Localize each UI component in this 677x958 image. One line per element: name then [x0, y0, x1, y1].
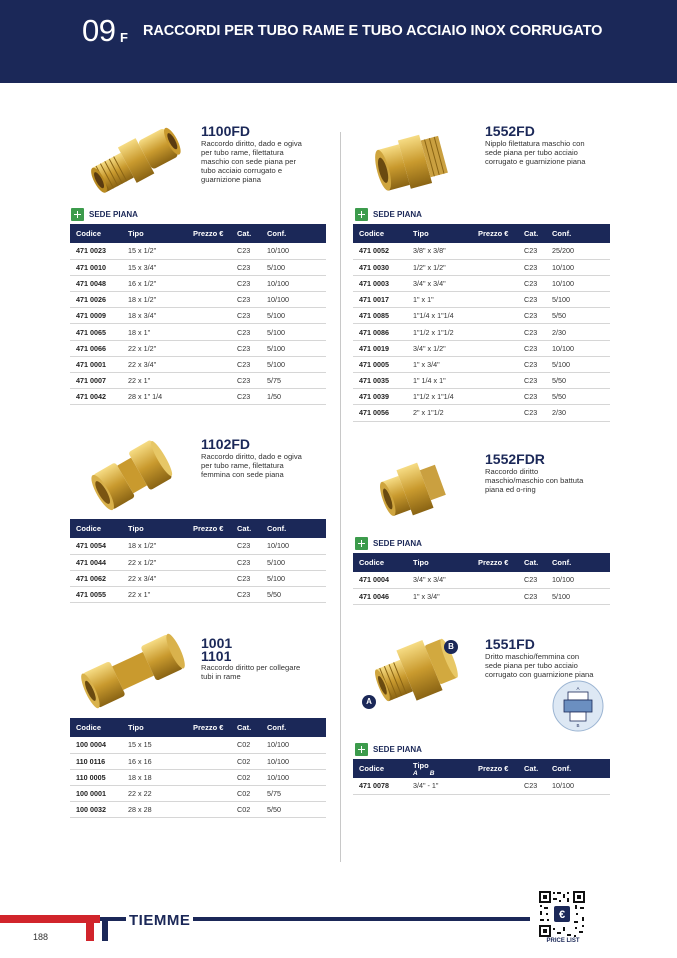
col-header-codice: Codice — [353, 553, 407, 572]
cell-prezzo — [472, 324, 518, 340]
cell-tipo: 28 x 28 — [122, 802, 187, 818]
product-code-1001: 1001 — [201, 635, 233, 651]
cell-codice: 471 0054 — [70, 538, 122, 554]
cell-conf: 5/100 — [261, 570, 326, 586]
cell-tipo: 1" 1/4 x 1" — [407, 373, 472, 389]
product-code-1102fd: 1102FD — [201, 436, 251, 452]
col-header-cat: Cat. — [231, 718, 261, 737]
cell-cat: C23 — [518, 389, 546, 405]
col-header-codice: Codice — [353, 759, 407, 778]
cell-codice: 471 0042 — [70, 389, 122, 405]
cell-tipo: 3/4" x 3/4" — [407, 275, 472, 291]
table-row — [70, 786, 326, 802]
sede-piana-label-1100fd: SEDE PIANA — [71, 207, 138, 221]
table-row — [353, 588, 610, 604]
cell-tipo: 22 x 1/2" — [122, 554, 187, 570]
cell-prezzo — [187, 292, 231, 308]
col-header-codice: Codice — [70, 224, 122, 243]
product-description-1552fd: Nipplo filettatura maschio con sede piana per tubo acciaio corrugato e guarnizione piana — [485, 139, 586, 166]
table-row — [70, 753, 326, 769]
table-row — [70, 356, 326, 372]
cell-prezzo — [472, 778, 518, 794]
cell-tipo: 22 x 1" — [122, 373, 187, 389]
cell-codice: 471 0023 — [70, 243, 122, 259]
table-row — [70, 570, 326, 586]
product-description-1100fd: Raccordo diritto, dado e ogiva per tubo rame, filettatura maschio con sede piana per tubo acciaio corrugato e guarnizione piana — [201, 139, 302, 184]
table-row — [353, 778, 610, 794]
cell-prezzo — [472, 572, 518, 588]
col-header-conf: Conf. — [261, 519, 326, 538]
cell-cat: C23 — [518, 324, 546, 340]
cell-codice: 471 0005 — [353, 356, 407, 372]
cell-prezzo — [187, 802, 231, 818]
plus-icon — [355, 537, 368, 550]
badge-b: B — [444, 640, 458, 654]
table-row — [353, 308, 610, 324]
cell-cat: C23 — [231, 275, 261, 291]
cell-tipo: 16 x 1/2" — [122, 275, 187, 291]
footer-navy-hook — [102, 917, 108, 941]
price-table-1552fdr — [353, 553, 610, 605]
cell-cat: C02 — [231, 737, 261, 753]
table-row — [70, 292, 326, 308]
col-header-codice: Codice — [70, 519, 122, 538]
cell-prezzo — [187, 587, 231, 603]
product-description-1102fd: Raccordo diritto, dado e ogiva per tubo rame, filettatura femmina con sede piana — [201, 452, 302, 479]
cell-prezzo — [472, 243, 518, 259]
table-row — [70, 324, 326, 340]
cell-codice: 100 0004 — [70, 737, 122, 753]
cell-tipo: 15 x 3/4" — [122, 259, 187, 275]
cell-codice: 110 0005 — [70, 769, 122, 785]
cell-codice: 471 0019 — [353, 340, 407, 356]
cell-tipo: 22 x 1" — [122, 587, 187, 603]
table-row — [70, 340, 326, 356]
cell-conf: 10/100 — [261, 769, 326, 785]
cell-prezzo — [187, 786, 231, 802]
cell-conf: 5/50 — [546, 308, 610, 324]
cell-cat: C02 — [231, 802, 261, 818]
cell-codice: 471 0001 — [70, 356, 122, 372]
product-code-1551fd: 1551FD — [485, 636, 535, 652]
cell-cat: C23 — [231, 373, 261, 389]
col-header-conf: Conf. — [261, 224, 326, 243]
cell-codice: 100 0001 — [70, 786, 122, 802]
cell-cat: C23 — [231, 570, 261, 586]
qr-code-icon[interactable] — [538, 890, 586, 938]
fitting-1102fd-image — [88, 435, 178, 515]
chapter-number: 09 — [82, 13, 116, 48]
cell-cat: C23 — [231, 538, 261, 554]
col-header-cat: Cat. — [518, 224, 546, 243]
sede-piana-label-1552fdr: SEDE PIANA — [355, 536, 422, 550]
table-row — [70, 275, 326, 291]
cell-prezzo — [472, 588, 518, 604]
cell-codice: 471 0062 — [70, 570, 122, 586]
cell-cat: C23 — [518, 572, 546, 588]
table-row — [70, 538, 326, 554]
cell-tipo: 18 x 18 — [122, 769, 187, 785]
cell-cat: C23 — [518, 259, 546, 275]
cell-prezzo — [472, 340, 518, 356]
table-row — [70, 243, 326, 259]
col-header-prezzo: Prezzo € — [187, 519, 231, 538]
cell-prezzo — [187, 538, 231, 554]
cell-conf: 5/100 — [546, 292, 610, 308]
cell-cat: C23 — [231, 356, 261, 372]
cell-prezzo — [472, 356, 518, 372]
cell-tipo: 18 x 1/2" — [122, 538, 187, 554]
cell-tipo: 16 x 16 — [122, 753, 187, 769]
cell-tipo: 1"1/2 x 1"1/2 — [407, 324, 472, 340]
cell-prezzo — [187, 389, 231, 405]
cell-prezzo — [187, 324, 231, 340]
table-row — [353, 373, 610, 389]
cell-tipo: 22 x 3/4" — [122, 356, 187, 372]
table-row — [353, 389, 610, 405]
price-table-1100fd — [70, 224, 326, 405]
cell-prezzo — [187, 570, 231, 586]
cell-prezzo — [472, 275, 518, 291]
product-description-1001: Raccordo diritto per collegare tubi in rame — [201, 663, 301, 681]
svg-text:€: € — [558, 909, 566, 921]
col-header-cat: Cat. — [231, 224, 261, 243]
price-table-1102fd — [70, 519, 326, 603]
cell-codice: 471 0056 — [353, 405, 407, 421]
cell-cat: C23 — [231, 259, 261, 275]
cell-prezzo — [187, 340, 231, 356]
table-row — [353, 243, 610, 259]
cell-tipo: 3/4" x 3/4" — [407, 572, 472, 588]
col-header-conf: Conf. — [546, 759, 610, 778]
plus-icon — [355, 208, 368, 221]
cell-cat: C02 — [231, 786, 261, 802]
cell-conf: 5/75 — [261, 373, 326, 389]
cell-codice: 471 0026 — [70, 292, 122, 308]
cell-cat: C23 — [518, 405, 546, 421]
cell-codice: 471 0004 — [353, 572, 407, 588]
cell-conf: 10/100 — [546, 275, 610, 291]
fitting-1100fd-image — [80, 118, 195, 203]
col-header-tipo: Tipo — [122, 519, 187, 538]
cell-prezzo — [187, 753, 231, 769]
table-row — [353, 324, 610, 340]
cell-tipo: 15 x 1/2" — [122, 243, 187, 259]
cell-tipo: 1/2" x 1/2" — [407, 259, 472, 275]
cell-tipo: 1" x 3/4" — [407, 356, 472, 372]
cell-cat: C23 — [518, 292, 546, 308]
cell-tipo: 18 x 3/4" — [122, 308, 187, 324]
cell-codice: 471 0085 — [353, 308, 407, 324]
cell-codice: 471 0003 — [353, 275, 407, 291]
cell-tipo: 18 x 1/2" — [122, 292, 187, 308]
svg-text:A: A — [576, 686, 580, 691]
fitting-1552fd-image — [374, 127, 454, 197]
price-table-1001 — [70, 718, 326, 818]
col-header-codice: Codice — [70, 718, 122, 737]
cell-conf: 5/50 — [546, 373, 610, 389]
page-number: 188 — [33, 932, 49, 942]
cell-prezzo — [187, 308, 231, 324]
cell-prezzo — [187, 275, 231, 291]
cell-conf: 5/75 — [261, 786, 326, 802]
col-header-prezzo: Prezzo € — [472, 759, 518, 778]
fitting-diagram-icon — [552, 680, 604, 732]
cell-tipo: 3/8" x 3/8" — [407, 243, 472, 259]
cell-conf: 2/30 — [546, 405, 610, 421]
table-row — [70, 373, 326, 389]
cell-cat: C23 — [231, 243, 261, 259]
cell-tipo: 18 x 1" — [122, 324, 187, 340]
table-row — [70, 587, 326, 603]
cell-cat: C23 — [518, 275, 546, 291]
cell-conf: 5/100 — [261, 324, 326, 340]
table-row — [353, 405, 610, 421]
product-code-1101: 1101 — [201, 648, 232, 664]
fitting-1001-image — [78, 630, 188, 712]
fitting-1552fdr-image — [380, 455, 450, 523]
cell-prezzo — [472, 308, 518, 324]
col-header-tipo: Tipo — [407, 553, 472, 572]
cell-cat: C23 — [518, 588, 546, 604]
sede-piana-label-1552fd: SEDE PIANA — [355, 207, 422, 221]
table-row — [353, 275, 610, 291]
cell-conf: 5/50 — [546, 389, 610, 405]
page-title: RACCORDI PER TUBO RAME E TUBO ACCIAIO INOX CORRUGATO — [143, 23, 603, 39]
column-divider — [340, 132, 341, 862]
cell-codice: 471 0086 — [353, 324, 407, 340]
price-list-label: PRICE LIST — [546, 938, 580, 944]
brand-logo: TIEMME — [126, 912, 193, 929]
table-row — [70, 308, 326, 324]
cell-conf: 10/100 — [261, 538, 326, 554]
table-row — [353, 340, 610, 356]
cell-tipo: 1"1/2 x 1"1/4 — [407, 389, 472, 405]
col-header-tipo: Tipo A B — [407, 759, 472, 778]
col-header-prezzo: Prezzo € — [472, 224, 518, 243]
svg-text:B: B — [576, 723, 580, 728]
cell-cat: C02 — [231, 769, 261, 785]
cell-conf: 25/200 — [546, 243, 610, 259]
cell-codice: 471 0048 — [70, 275, 122, 291]
cell-tipo: 22 x 3/4" — [122, 570, 187, 586]
col-header-tipo: Tipo — [122, 224, 187, 243]
cell-conf: 2/30 — [546, 324, 610, 340]
cell-tipo: 15 x 15 — [122, 737, 187, 753]
footer-red-bar — [0, 915, 100, 923]
cell-prezzo — [187, 769, 231, 785]
table-row — [70, 737, 326, 753]
cell-codice: 471 0035 — [353, 373, 407, 389]
cell-tipo: 2" x 1"1/2 — [407, 405, 472, 421]
page-header — [0, 0, 677, 83]
cell-conf: 5/50 — [261, 802, 326, 818]
table-row — [353, 356, 610, 372]
cell-tipo: 3/4" x 1/2" — [407, 340, 472, 356]
cell-conf: 5/50 — [261, 587, 326, 603]
cell-cat: C23 — [231, 292, 261, 308]
cell-prezzo — [472, 259, 518, 275]
cell-prezzo — [472, 373, 518, 389]
cell-conf: 10/100 — [261, 737, 326, 753]
cell-cat: C23 — [518, 308, 546, 324]
cell-conf: 10/100 — [261, 753, 326, 769]
cell-codice: 100 0032 — [70, 802, 122, 818]
cell-prezzo — [187, 737, 231, 753]
col-header-conf: Conf. — [546, 224, 610, 243]
chapter-letter: F — [120, 30, 128, 45]
cell-codice: 471 0044 — [70, 554, 122, 570]
cell-codice: 471 0017 — [353, 292, 407, 308]
col-header-tipo: Tipo — [407, 224, 472, 243]
col-header-cat: Cat. — [518, 553, 546, 572]
cell-conf: 10/100 — [261, 292, 326, 308]
table-row — [353, 259, 610, 275]
cell-cat: C23 — [231, 554, 261, 570]
cell-conf: 5/100 — [261, 340, 326, 356]
cell-conf: 1/50 — [261, 389, 326, 405]
cell-prezzo — [187, 356, 231, 372]
col-header-codice: Codice — [353, 224, 407, 243]
col-header-prezzo: Prezzo € — [187, 718, 231, 737]
col-header-prezzo: Prezzo € — [187, 224, 231, 243]
cell-codice: 471 0078 — [353, 778, 407, 794]
cell-conf: 10/100 — [546, 340, 610, 356]
product-description-1551fd: Dritto maschio/femmina con sede piana per tubo acciaio corrugato con guarnizione piana — [485, 652, 594, 679]
col-header-prezzo: Prezzo € — [472, 553, 518, 572]
col-header-cat: Cat. — [231, 519, 261, 538]
cell-cat: C23 — [518, 356, 546, 372]
table-row — [70, 554, 326, 570]
table-row — [70, 389, 326, 405]
cell-codice: 471 0066 — [70, 340, 122, 356]
price-table-1551fd — [353, 759, 610, 795]
cell-cat: C23 — [231, 308, 261, 324]
cell-codice: 471 0010 — [70, 259, 122, 275]
col-header-tipo: Tipo — [122, 718, 187, 737]
product-code-1552fdr: 1552FDR — [485, 451, 545, 467]
cell-codice: 471 0009 — [70, 308, 122, 324]
cell-conf: 10/100 — [546, 778, 610, 794]
cell-conf: 5/100 — [261, 356, 326, 372]
cell-prezzo — [472, 292, 518, 308]
cell-prezzo — [187, 554, 231, 570]
cell-tipo: 28 x 1" 1/4 — [122, 389, 187, 405]
cell-conf: 5/100 — [261, 554, 326, 570]
cell-cat: C23 — [518, 373, 546, 389]
sede-piana-label-1551fd: SEDE PIANA — [355, 742, 422, 756]
cell-codice: 471 0065 — [70, 324, 122, 340]
cell-cat: C23 — [231, 340, 261, 356]
cell-tipo: 22 x 1/2" — [122, 340, 187, 356]
table-row — [70, 259, 326, 275]
cell-tipo: 1"1/4 x 1"1/4 — [407, 308, 472, 324]
cell-conf: 5/100 — [261, 259, 326, 275]
cell-conf: 10/100 — [546, 259, 610, 275]
cell-tipo: 1" x 3/4" — [407, 588, 472, 604]
cell-tipo: 1" x 1" — [407, 292, 472, 308]
cell-codice: 471 0007 — [70, 373, 122, 389]
cell-conf: 5/100 — [546, 356, 610, 372]
col-header-conf: Conf. — [261, 718, 326, 737]
cell-codice: 471 0055 — [70, 587, 122, 603]
product-description-1552fdr: Raccordo diritto maschio/maschio con battuta piana ed o-ring — [485, 467, 584, 494]
table-row — [70, 769, 326, 785]
plus-icon — [355, 743, 368, 756]
product-code-1552fd: 1552FD — [485, 123, 535, 139]
cell-prezzo — [187, 243, 231, 259]
cell-cat: C23 — [518, 243, 546, 259]
cell-conf: 10/100 — [261, 243, 326, 259]
cell-conf: 5/100 — [546, 588, 610, 604]
cell-codice: 110 0116 — [70, 753, 122, 769]
product-code-1100fd: 1100FD — [201, 123, 251, 139]
cell-cat: C23 — [518, 778, 546, 794]
badge-a: A — [362, 695, 376, 709]
cell-conf: 10/100 — [261, 275, 326, 291]
cell-codice: 471 0052 — [353, 243, 407, 259]
plus-icon — [71, 208, 84, 221]
col-header-cat: Cat. — [518, 759, 546, 778]
price-table-1552fd — [353, 224, 610, 422]
cell-codice: 471 0030 — [353, 259, 407, 275]
cell-cat: C23 — [518, 340, 546, 356]
table-row — [70, 802, 326, 818]
cell-cat: C23 — [231, 389, 261, 405]
cell-prezzo — [472, 389, 518, 405]
table-row — [353, 572, 610, 588]
table-row — [353, 292, 610, 308]
cell-cat: C02 — [231, 753, 261, 769]
cell-prezzo — [187, 373, 231, 389]
cell-codice: 471 0039 — [353, 389, 407, 405]
cell-tipo: 22 x 22 — [122, 786, 187, 802]
cell-tipo: 3/4" - 1" — [407, 778, 472, 794]
cell-cat: C23 — [231, 587, 261, 603]
cell-prezzo — [472, 405, 518, 421]
cell-cat: C23 — [231, 324, 261, 340]
cell-prezzo — [187, 259, 231, 275]
cell-codice: 471 0046 — [353, 588, 407, 604]
cell-conf: 10/100 — [546, 572, 610, 588]
cell-conf: 5/100 — [261, 308, 326, 324]
footer-red-hook — [86, 915, 94, 941]
col-header-conf: Conf. — [546, 553, 610, 572]
